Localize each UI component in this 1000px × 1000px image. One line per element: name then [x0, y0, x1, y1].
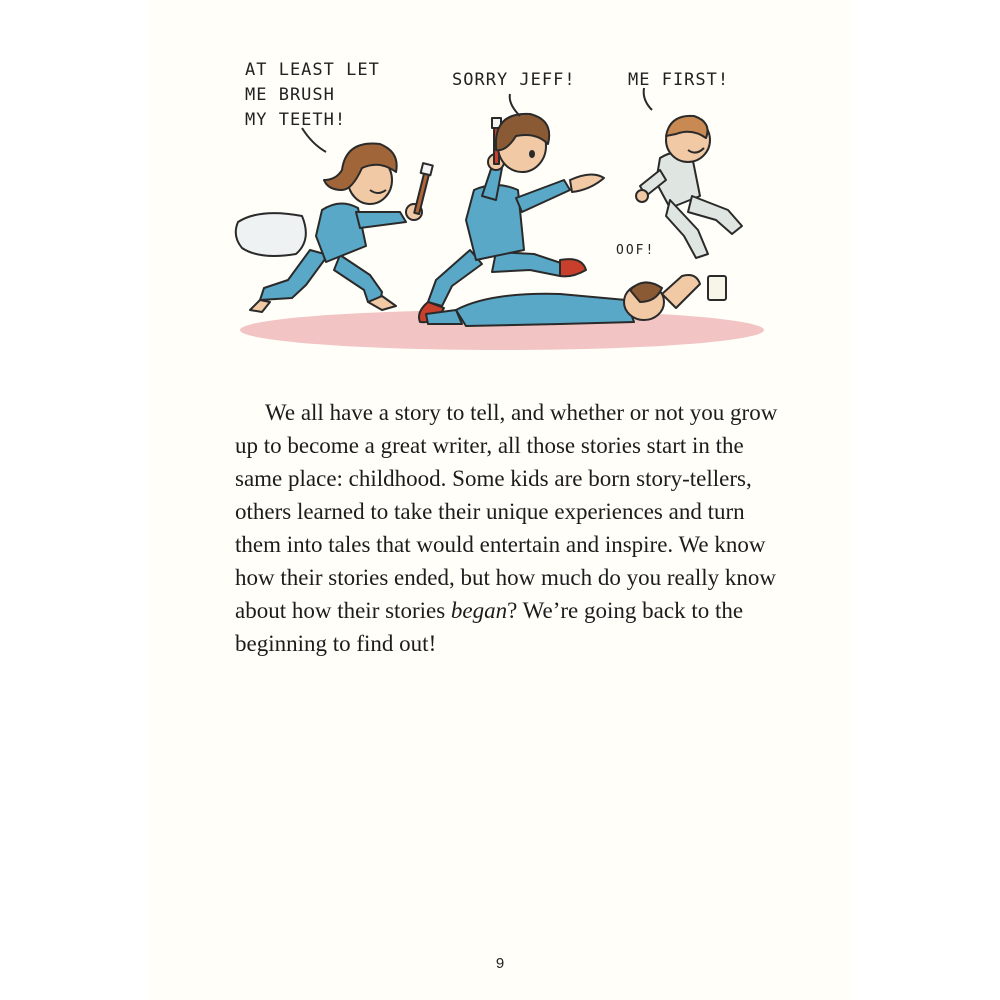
speech-bubble-toddler: ME FIRST!: [628, 70, 730, 90]
toddler-character: [636, 116, 742, 258]
speech-bubble-boy: SORRY JEFF!: [452, 70, 576, 90]
paragraph-text-1: We all have a story to tell, and whether or not you grow up to become a great writer, all those stories start in the same place: childhood. Some kids are born story-tellers, others learned to take their unique experiences and turn them into tales that would entertain and inspire. We know how their stories ended, but how much do you really know about how their stories: [235, 400, 778, 623]
paragraph-italic-word: began: [450, 598, 508, 623]
paragraph-text-2: ? We’re going back to the beginning to find out!: [235, 598, 744, 656]
page-number: 9: [495, 955, 505, 972]
body-paragraph: [235, 396, 780, 660]
speech-bubble-girl: AT LEAST LET ME BRUSH MY TEETH!: [245, 60, 380, 130]
boy-leaping-character: [419, 114, 604, 322]
body-paragraph-container: [235, 396, 780, 660]
girl-character: [236, 144, 433, 312]
wall-outlet: [708, 276, 726, 300]
sound-effect-oof: OOF!: [616, 243, 656, 258]
